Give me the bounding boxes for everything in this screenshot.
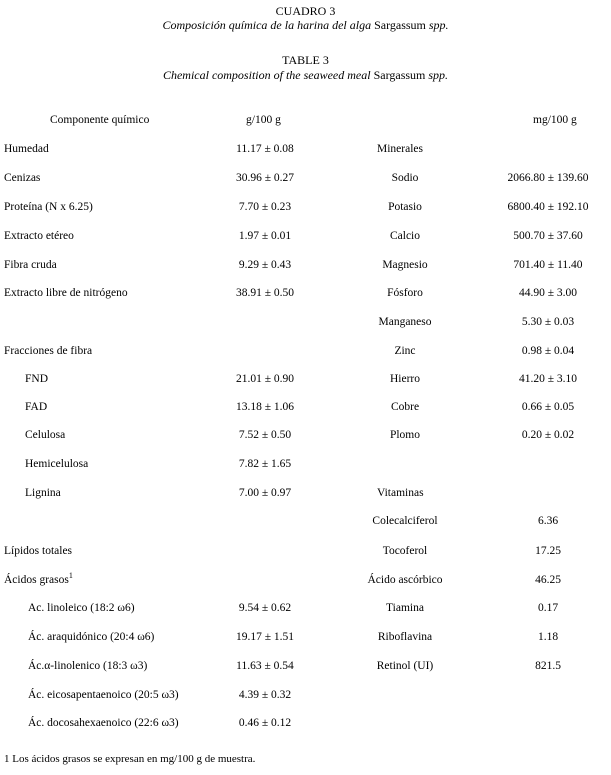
- component-value: 38.91 ± 0.50: [235, 287, 295, 299]
- component-label: [28, 658, 147, 674]
- nutrient-value: 0.98 ± 0.04: [521, 345, 575, 357]
- component-label-text: Fibra cruda: [4, 259, 57, 271]
- table-label: TABLE 3: [282, 53, 329, 67]
- species-name: Sargassum: [374, 18, 426, 32]
- component-label: [28, 715, 179, 731]
- nutrient-label: Cobre: [390, 401, 420, 413]
- nutrient-value: 6.36: [537, 515, 559, 527]
- component-label: [25, 399, 47, 415]
- component-label-text: Celulosa: [25, 429, 66, 441]
- nutrient-value: 46.25: [535, 574, 561, 586]
- nutrient-value: 1.18: [537, 631, 559, 643]
- component-value: 7.82 ± 1.65: [238, 458, 292, 470]
- component-label-text: Proteína (N x 6.25): [4, 201, 93, 213]
- species-spp: spp.: [428, 18, 449, 32]
- component-label: [25, 456, 88, 472]
- component-label-text: FND: [25, 373, 49, 385]
- cuadro-label: CUADRO 3: [275, 4, 336, 18]
- component-label: [25, 371, 48, 387]
- nutrient-label: Retinol (UI): [376, 660, 434, 672]
- nutrient-value: 0.17: [537, 602, 559, 614]
- component-value: 7.70 ± 0.23: [238, 201, 292, 213]
- component-label-text: FAD: [25, 401, 48, 413]
- component-value: 30.96 ± 0.27: [235, 172, 295, 184]
- spanish-title-text: Composición química de la harina del alga: [162, 18, 372, 32]
- nutrient-label: Magnesio: [382, 259, 428, 271]
- component-value: 4.39 ± 0.32: [238, 689, 292, 701]
- section-heading: Minerales: [377, 143, 423, 155]
- column-header-component: Componente químico: [50, 114, 150, 126]
- nutrient-value: 701.40 ± 11.40: [513, 259, 583, 271]
- english-title-text: Chemical composition of the seaweed meal: [162, 68, 371, 82]
- component-label: [28, 629, 154, 645]
- nutrient-label: Riboflavina: [377, 631, 433, 643]
- component-value: 9.29 ± 0.43: [238, 259, 292, 271]
- nutrient-label: Fósforo: [387, 287, 423, 299]
- nutrient-value: 2066.80 ± 139.60: [507, 172, 589, 184]
- footnote-marker: 1: [68, 571, 73, 581]
- component-value: 11.17 ± 0.08: [236, 143, 294, 155]
- nutrient-label: Manganeso: [378, 316, 432, 328]
- component-label: [4, 228, 74, 244]
- nutrient-label: Hierro: [389, 373, 420, 385]
- nutrient-value: 0.66 ± 0.05: [521, 401, 575, 413]
- component-label: [4, 572, 73, 588]
- nutrient-value: 44.90 ± 3.00: [518, 287, 578, 299]
- component-label: [28, 687, 179, 703]
- component-label-text: Humedad: [4, 143, 49, 155]
- component-label-text: Extracto etéreo: [4, 230, 74, 242]
- nutrient-label: Sodio: [391, 172, 419, 184]
- component-label-text: Hemicelulosa: [25, 458, 89, 470]
- component-label: [4, 141, 49, 157]
- nutrient-label: Tocoferol: [382, 545, 428, 557]
- component-label: [4, 199, 93, 215]
- footnote: 1 Los ácidos grasos se expresan en mg/100 g de muestra.: [4, 753, 256, 765]
- component-label-text: Lignina: [25, 487, 61, 499]
- nutrient-label: Colecalciferol: [372, 515, 438, 527]
- component-label-text: Ác.α-linolenico (18:3 ω3): [28, 660, 148, 672]
- nutrient-value: 0.20 ± 0.02: [521, 429, 575, 441]
- component-label: [4, 285, 128, 301]
- nutrient-value: 17.25: [535, 545, 561, 557]
- component-label-text: Fracciones de fibra: [4, 345, 93, 357]
- column-header-g100g: g/100 g: [246, 114, 281, 126]
- component-label: [25, 485, 61, 501]
- component-value: 9.54 ± 0.62: [238, 602, 292, 614]
- component-label: [4, 543, 72, 559]
- component-label: [4, 170, 40, 186]
- nutrient-value: 5.30 ± 0.03: [521, 316, 575, 328]
- nutrient-label: Calcio: [389, 230, 421, 242]
- component-label-text: Ác. eicosapentaenoico (20:5 ω3): [28, 689, 179, 701]
- component-value: 7.52 ± 0.50: [238, 429, 292, 441]
- nutrient-label: Potasio: [388, 201, 422, 213]
- nutrient-value: 41.20 ± 3.10: [518, 373, 578, 385]
- english-title: [0, 68, 611, 82]
- nutrient-label: Tiamina: [386, 602, 424, 614]
- component-label: [4, 257, 57, 273]
- component-label: [25, 427, 65, 443]
- spanish-title: [0, 18, 611, 32]
- nutrient-value: 500.70 ± 37.60: [513, 230, 583, 242]
- nutrient-label: Ácido ascórbico: [367, 574, 443, 586]
- component-label-text: Extracto libre de nitrógeno: [4, 287, 128, 299]
- species-spp-en: spp.: [428, 68, 449, 82]
- component-label-text: Ác. araquidónico (20:4 ω6): [28, 631, 155, 643]
- nutrient-value: 6800.40 ± 192.10: [507, 201, 589, 213]
- component-value: 11.63 ± 0.54: [236, 660, 294, 672]
- component-label-text: Cenizas: [4, 172, 41, 184]
- component-label: [28, 600, 135, 616]
- component-label-text: Ácidos grasos: [4, 574, 69, 586]
- species-name-en: Sargassum: [373, 68, 426, 82]
- component-label-text: Ác. docosahexaenoico (22:6 ω3): [28, 717, 179, 729]
- nutrient-value: 821.5: [535, 660, 561, 672]
- section-heading: Vitaminas: [377, 487, 424, 499]
- column-header-mg100g: mg/100 g: [533, 114, 577, 126]
- nutrient-label: Plomo: [389, 429, 421, 441]
- component-value: 7.00 ± 0.97: [238, 487, 292, 499]
- component-value: 19.17 ± 1.51: [235, 631, 295, 643]
- component-label: [4, 343, 92, 359]
- component-value: 1.97 ± 0.01: [238, 230, 292, 242]
- component-label-text: Ac. linoleico (18:2 ω6): [28, 602, 135, 614]
- component-value: 21.01 ± 0.90: [235, 373, 295, 385]
- component-value: 0.46 ± 0.12: [238, 717, 292, 729]
- nutrient-label: Zinc: [394, 345, 416, 357]
- component-value: 13.18 ± 1.06: [235, 401, 295, 413]
- component-label-text: Lípidos totales: [4, 545, 73, 557]
